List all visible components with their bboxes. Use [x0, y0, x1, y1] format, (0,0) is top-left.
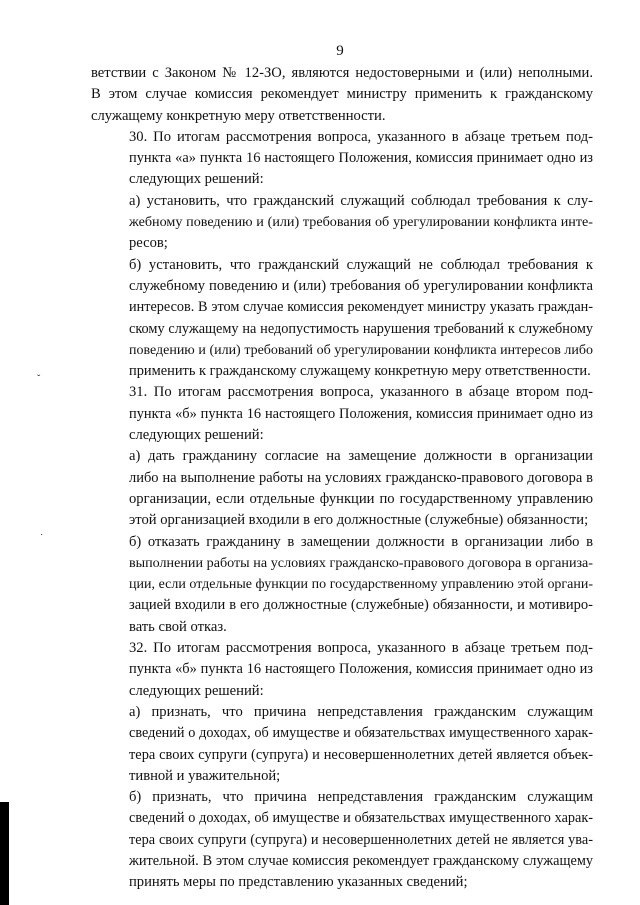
paragraph-continuation — [91, 63, 593, 127]
text-line: б) признать, что причина непредставления гражданским служащим — [129, 789, 593, 806]
paragraph-32-b — [91, 787, 593, 893]
text-line: поведению и (или) требований об урегулировании конфликта интересов либо — [129, 342, 593, 358]
text-line: организации, если отдельные функции по государственному управлению — [129, 490, 593, 507]
text-line: следующих решений: — [129, 682, 264, 699]
text-line: жительной. В этом случае комиссия рекомендует гражданскому служащему — [129, 852, 593, 869]
text-line: сведений о доходах, об имуществе и обязательствах имущественного харак- — [129, 725, 593, 742]
text-line: б) установить, что гражданский служащий не соблюдал требования к — [129, 256, 593, 273]
text-line: б) отказать гражданину в замещении должности в организации либо в — [129, 533, 593, 550]
text-line: сведений о доходах, об имуществе и обязательствах имущественного харак- — [129, 810, 593, 827]
page-number: 9 — [336, 43, 344, 59]
text-line: вать свой отказ. — [129, 618, 227, 635]
document-body — [91, 63, 593, 894]
text-line: тивной и уважительной; — [129, 767, 281, 784]
paragraph-31-b — [91, 532, 593, 638]
paragraph-32-a — [91, 702, 593, 787]
text-line: зацией входили в его должностные (служебные) обязанности, и мотивиро- — [129, 597, 593, 614]
text-line: этой организацией входили в его должностные (служебные) обязанности; — [129, 512, 589, 529]
scan-speck: ˙ — [40, 533, 44, 544]
text-line: следующих решений: — [129, 427, 264, 444]
text-line: В этом случае комиссия рекомендует министру применить к гражданскому — [91, 86, 593, 103]
text-line: 30. По итогам рассмотрения вопроса, указанного в абзаце третьем под- — [129, 128, 593, 145]
text-line: пункта «б» пункта 16 настоящего Положения, комиссия принимает одно из — [129, 661, 593, 678]
paragraph-31 — [91, 382, 593, 446]
text-line: пункта «б» пункта 16 настоящего Положения, комиссия принимает одно из — [129, 405, 593, 422]
text-line: применить к гражданскому служащему конкретную меру ответственности. — [129, 363, 591, 380]
text-line: жебному поведению и (или) требования об урегулировании конфликта инте- — [129, 214, 593, 231]
paragraph-32 — [91, 638, 593, 702]
text-line: пункта «а» пункта 16 настоящего Положения, комиссия принимает одно из — [129, 150, 593, 167]
text-line: а) установить, что гражданский служащий соблюдал требования к слу- — [129, 192, 593, 209]
text-line: принять меры по представлению указанных сведений; — [129, 874, 468, 891]
text-line: 32. По итогам рассмотрения вопроса, указанного в абзаце третьем под- — [129, 640, 593, 657]
text-line: тера своих супруги (супруга) и несовершеннолетних детей является объек- — [129, 746, 593, 763]
text-line: выполнении работы на условиях гражданско-правового договора в организа- — [129, 554, 593, 571]
text-line: ветствии с Законом № 12-ЗО, являются недостоверными и (или) неполными. — [91, 65, 593, 81]
text-line: интересов. В этом случае комиссия рекомендует министру указать граждан- — [129, 299, 593, 316]
paragraph-31-a — [91, 446, 593, 531]
text-line: ции, если отдельные функции по государственному управлению этой органи- — [129, 577, 593, 593]
text-line: служебному поведению и (или) требования об урегулировании конфликта — [129, 277, 593, 294]
paragraph-30-b — [91, 255, 593, 383]
text-line: 31. По итогам рассмотрения вопроса, указанного в абзаце втором под- — [129, 384, 593, 401]
text-line: служащему конкретную меру ответственности. — [91, 107, 386, 124]
text-line: ресов; — [129, 235, 168, 252]
text-line: скому служащему на недопустимость нарушения требований к служебному — [129, 320, 593, 337]
scan-edge-mark — [0, 802, 9, 905]
scan-speck: ˇ — [37, 374, 41, 385]
text-line: тера своих супруги (супруга) и несовершеннолетних детей не является ува- — [129, 831, 593, 848]
text-line: следующих решений: — [129, 171, 264, 188]
paragraph-30 — [91, 127, 593, 191]
text-line: а) признать, что причина непредставления гражданским служащим — [129, 703, 593, 720]
paragraph-30-a — [91, 191, 593, 255]
text-line: либо на выполнение работы на условиях гражданско-правового договора в — [129, 469, 593, 486]
text-line: а) дать гражданину согласие на замещение должности в организации — [129, 448, 593, 465]
